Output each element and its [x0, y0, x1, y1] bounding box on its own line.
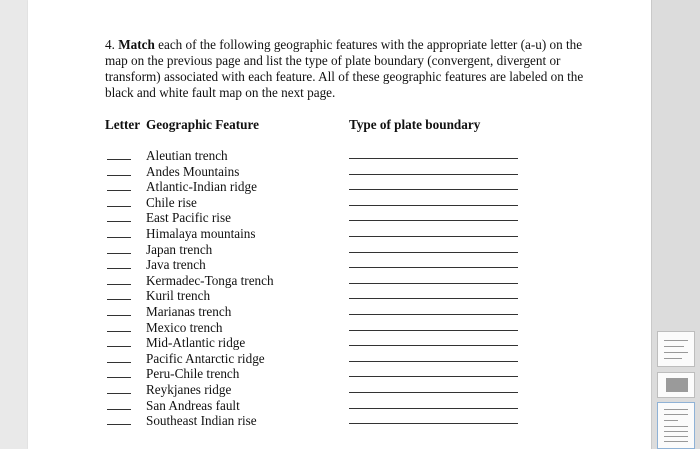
letter-blank[interactable]	[107, 237, 131, 238]
letter-blank[interactable]	[107, 284, 131, 285]
boundary-answer-line[interactable]	[349, 345, 518, 346]
boundary-answer-line[interactable]	[349, 252, 518, 253]
feature-name: Marianas trench	[146, 304, 232, 319]
feature-name: Kermadec-Tonga trench	[146, 272, 274, 288]
table-row	[28, 413, 651, 429]
boundary-answer-line[interactable]	[349, 392, 518, 393]
letter-blank[interactable]	[107, 331, 131, 332]
boundary-answer-line[interactable]	[349, 361, 518, 362]
boundary-answer-line[interactable]	[349, 189, 518, 190]
boundary-answer-line[interactable]	[349, 267, 518, 268]
feature-name: Mexico trench	[146, 319, 223, 335]
letter-blank[interactable]	[107, 190, 131, 191]
question-number: 4.	[105, 37, 115, 52]
table-row	[28, 179, 651, 195]
boundary-answer-line[interactable]	[349, 174, 518, 175]
table-row	[28, 351, 651, 367]
boundary-answer-line[interactable]	[349, 376, 518, 377]
feature-name: East Pacific rise	[146, 210, 231, 226]
feature-name: San Andreas fault	[146, 397, 240, 413]
page-thumbnail-panel	[651, 0, 700, 449]
table-row	[28, 335, 651, 351]
feature-name: Peru-Chile trench	[146, 366, 240, 382]
boundary-answer-line[interactable]	[349, 423, 518, 424]
letter-blank[interactable]	[107, 268, 131, 269]
table-row	[28, 398, 651, 414]
feature-name: Mid-Atlantic ridge	[146, 335, 246, 351]
column-header-boundary: Type of plate boundary	[349, 117, 481, 132]
boundary-answer-line[interactable]	[349, 330, 518, 331]
feature-name: Aleutian trench	[146, 148, 228, 163]
letter-blank[interactable]	[107, 221, 131, 222]
letter-blank[interactable]	[107, 206, 131, 207]
page-thumbnail-current[interactable]	[657, 402, 695, 449]
question-text	[105, 37, 585, 101]
table-row	[28, 164, 651, 180]
table-row	[28, 366, 651, 382]
letter-blank[interactable]	[107, 159, 131, 160]
page-thumbnail[interactable]	[657, 372, 695, 398]
table-row	[28, 288, 651, 304]
feature-name: Kuril trench	[146, 288, 211, 304]
boundary-answer-line[interactable]	[349, 236, 518, 237]
table-row	[28, 242, 651, 258]
boundary-answer-line[interactable]	[349, 205, 518, 206]
question-body: each of the following geographic features with the appropriate letter (a-u) on the map on the previous page and list the type of plate boundary (convergent, divergent or transform) associated with each feature. All of these geographic features are labeled on the black and white fault map on the next page.	[105, 37, 584, 100]
letter-blank[interactable]	[107, 346, 131, 347]
letter-blank[interactable]	[107, 315, 131, 316]
feature-name: Reykjanes ridge	[146, 382, 232, 397]
table-row	[28, 273, 651, 289]
feature-name: Himalaya mountains	[146, 226, 256, 241]
boundary-answer-line[interactable]	[349, 298, 518, 299]
feature-name: Java trench	[146, 257, 206, 273]
boundary-answer-line[interactable]	[349, 283, 518, 284]
question-keyword: Match	[118, 37, 155, 52]
letter-blank[interactable]	[107, 253, 131, 254]
feature-name: Atlantic-Indian ridge	[146, 179, 257, 195]
boundary-answer-line[interactable]	[349, 408, 518, 409]
table-row	[28, 304, 651, 320]
letter-blank[interactable]	[107, 299, 131, 300]
letter-blank[interactable]	[107, 362, 131, 363]
table-row	[28, 226, 651, 242]
table-row	[28, 195, 651, 211]
letter-blank[interactable]	[107, 409, 131, 410]
boundary-answer-line[interactable]	[349, 314, 518, 315]
feature-name: Andes Mountains	[146, 163, 240, 179]
feature-name: Chile rise	[146, 194, 197, 210]
letter-blank[interactable]	[107, 175, 131, 176]
table-row	[28, 257, 651, 273]
boundary-answer-line[interactable]	[349, 158, 518, 159]
letter-blank[interactable]	[107, 393, 131, 394]
document-page	[28, 0, 651, 449]
column-header-letter: Letter	[105, 117, 141, 132]
feature-name: Pacific Antarctic ridge	[146, 350, 265, 366]
table-row	[28, 210, 651, 226]
letter-blank[interactable]	[107, 377, 131, 378]
feature-name: Japan trench	[146, 241, 213, 257]
table-row	[28, 148, 651, 164]
table-row	[28, 382, 651, 398]
table-row	[28, 320, 651, 336]
page-thumbnail[interactable]	[657, 331, 695, 367]
boundary-answer-line[interactable]	[349, 220, 518, 221]
feature-name: Southeast Indian rise	[146, 413, 257, 429]
column-header-feature: Geographic Feature	[146, 117, 259, 132]
letter-blank[interactable]	[107, 424, 131, 425]
